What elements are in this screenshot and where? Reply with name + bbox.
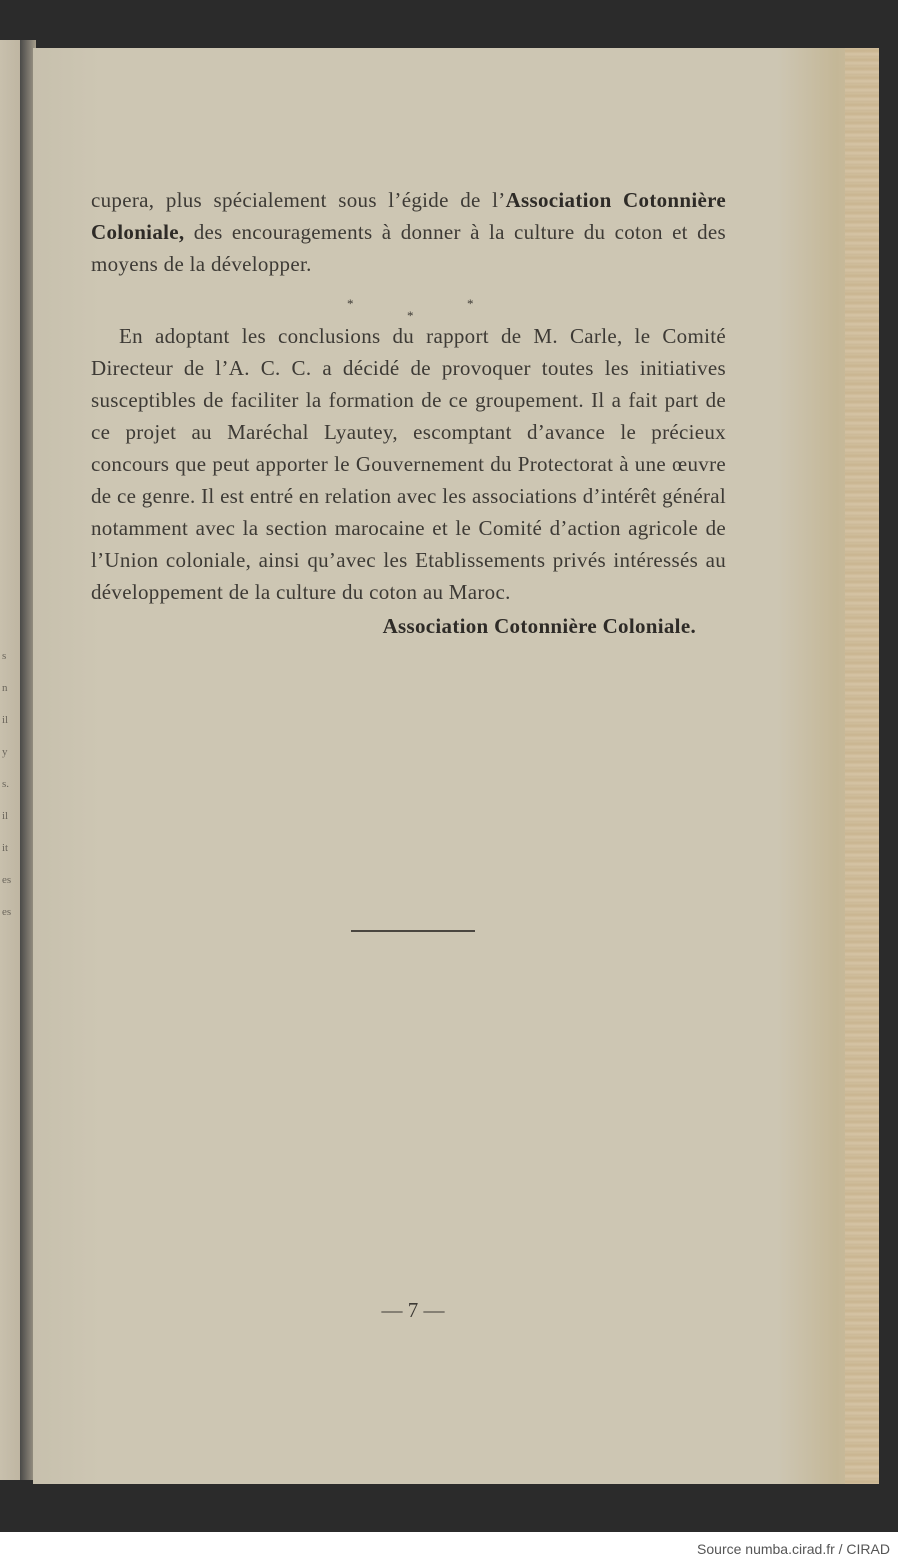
page-fore-edge [845, 48, 879, 1484]
asterism-star-3: * [467, 296, 474, 311]
source-credit: Source numba.cirad.fr / CIRAD [697, 1541, 890, 1557]
asterism [91, 280, 726, 323]
horizontal-rule [351, 930, 475, 932]
page-number: — 7 — [381, 1298, 445, 1322]
asterism-star-2: * [407, 308, 414, 323]
source-bar [0, 1532, 898, 1566]
paragraph-2: En adoptant les conclusions du rapport de M. Carle, le Comité Directeur de l’A. C. C. a décidé de provoquer toutes les initiatives susceptibles de faciliter la formation de ce groupement. Il a fait part de ce projet au Maréchal Lyautey, escomptant d’avance le précieux concours que peut apporter le Gouvernement du Protectorat à une œuvre de ce genre. Il est entré en relation avec les associations d’intérêt général notamment avec la section marocaine et le Comité d’action agricole de l’Union coloniale, ainsi qu’avec les Etablissements privés intéressés au développement de la culture du coton au Maroc. [91, 324, 726, 604]
paragraph-1-part-2: des encouragements à donner à la culture du coton et des moyens de la développer. [91, 220, 726, 276]
paragraph-1-part-1: cupera, plus spécialement sous l’égide de l’ [91, 188, 506, 212]
signature: Association Cotonnière Coloniale. [382, 614, 696, 638]
asterism-star-1: * [347, 296, 354, 311]
body-text [91, 184, 726, 642]
previous-page-fragments: s n il y s. il it es es [2, 650, 12, 918]
association-name-bold: Association Cotonnière Coloniale, [91, 188, 726, 244]
page [33, 48, 879, 1484]
paragraph-1 [91, 184, 726, 280]
